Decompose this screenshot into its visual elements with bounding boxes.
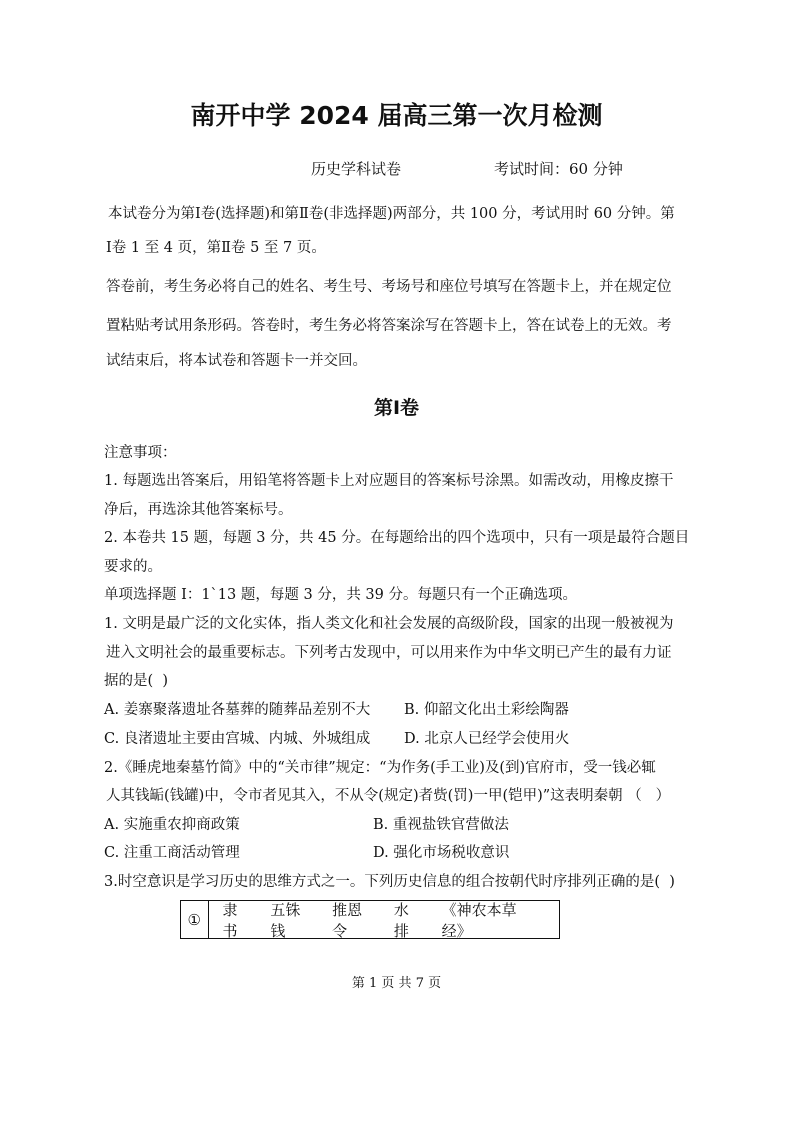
exam-time-label: 考试时间：60 分钟 xyxy=(494,160,623,178)
note-2-line-2: 要求的。 xyxy=(104,559,162,575)
q2-option-c: C. 注重工商活动管理 xyxy=(104,845,240,861)
q3-stem-line-1: 3.时空意识是学习历史的思维方式之一。下列历史信息的组合按朝代时序排列正确的是( ) xyxy=(104,874,675,890)
q1-option-d: D. 北京人已经学会使用火 xyxy=(404,731,570,747)
intro-line-2: Ⅰ卷 1 至 4 页，第Ⅱ卷 5 至 7 页。 xyxy=(106,240,326,256)
q3-item: 《神农本草经》 xyxy=(441,900,517,940)
q1-option-a: A. 姜寨聚落遗址各墓葬的随葬品差别不大 xyxy=(104,702,371,718)
q1-option-b: B. 仰韶文化出土彩绘陶器 xyxy=(404,702,569,718)
q3-row-number: ① xyxy=(181,901,209,938)
q2-option-a: A. 实施重农抑商政策 xyxy=(104,817,240,833)
q3-row-items xyxy=(209,901,559,938)
q1-stem-line-2: 进入文明社会的最重要标志。下列考古发现中，可以用来作为中华文明已产生的最有力证 xyxy=(106,645,672,661)
intro-line-3: 答卷前，考生务必将自己的姓名、考生号、考场号和座位号填写在答题卡上，并在规定位 xyxy=(106,279,672,295)
q2-option-b: B. 重视盐铁官营做法 xyxy=(373,817,509,833)
q3-sequence-table xyxy=(180,900,560,939)
page-title: 南开中学 2024 届高三第一次月检测 xyxy=(190,101,603,130)
subject-label: 历史学科试卷 xyxy=(311,160,402,178)
q1-option-c: C. 良渚遗址主要由宫城、内城、外城组成 xyxy=(104,731,371,747)
q3-item: 水排 xyxy=(393,900,409,940)
intro-line-1: 本试卷分为第Ⅰ卷(选择题)和第Ⅱ卷(非选择题)两部分，共 100 分，考试用时 60 分钟。第 xyxy=(108,206,675,222)
intro-line-5: 试结束后，将本试卷和答题卡一并交回。 xyxy=(106,353,367,369)
q3-item: 五铢钱 xyxy=(270,900,301,940)
q1-stem-line-1: 1. 文明是最广泛的文化实体，指人类文化和社会发展的高级阶段，国家的出现一般被视为 xyxy=(104,616,674,632)
q2-stem-line-1: 2.《睡虎地秦墓竹简》中的“关市律”规定：“为作务(手工业)及(到)官府市，受一钱必辄 xyxy=(104,760,656,776)
note-2-line-1: 2. 本卷共 15 题，每题 3 分，共 45 分。在每题给出的四个选项中，只有一项是最符合题目 xyxy=(104,530,690,546)
q2-stem-line-2: 人其钱缿(钱罐)中，令市者见其入，不从令(规定)者赀(罚)一甲(铠甲)”这表明秦朝 （ ） xyxy=(106,788,671,804)
intro-line-4: 置粘贴考试用条形码。答卷时，考生务必将答案涂写在答题卡上，答在试卷上的无效。考 xyxy=(106,318,672,334)
q3-item: 隶书 xyxy=(222,900,238,940)
q3-item: 推恩令 xyxy=(332,900,363,940)
note-1-line-1: 1. 每题选出答案后，用铅笔将答题卡上对应题目的答案标号涂黑。如需改动，用橡皮擦干 xyxy=(104,473,674,489)
page-footer: 第 1 页 共 7 页 xyxy=(351,976,442,991)
note-1-line-2: 净后，再选涂其他答案标号。 xyxy=(104,502,293,518)
q1-stem-line-3: 据的是( ) xyxy=(104,673,169,689)
section-title: 第Ⅰ卷 xyxy=(373,397,420,419)
notes-heading: 注意事项： xyxy=(104,445,177,461)
instruction-line: 单项选择题 I：1`13 题，每题 3 分，共 39 分。每题只有一个正确选项。 xyxy=(104,587,577,603)
q2-option-d: D. 强化市场税收意识 xyxy=(373,845,510,861)
